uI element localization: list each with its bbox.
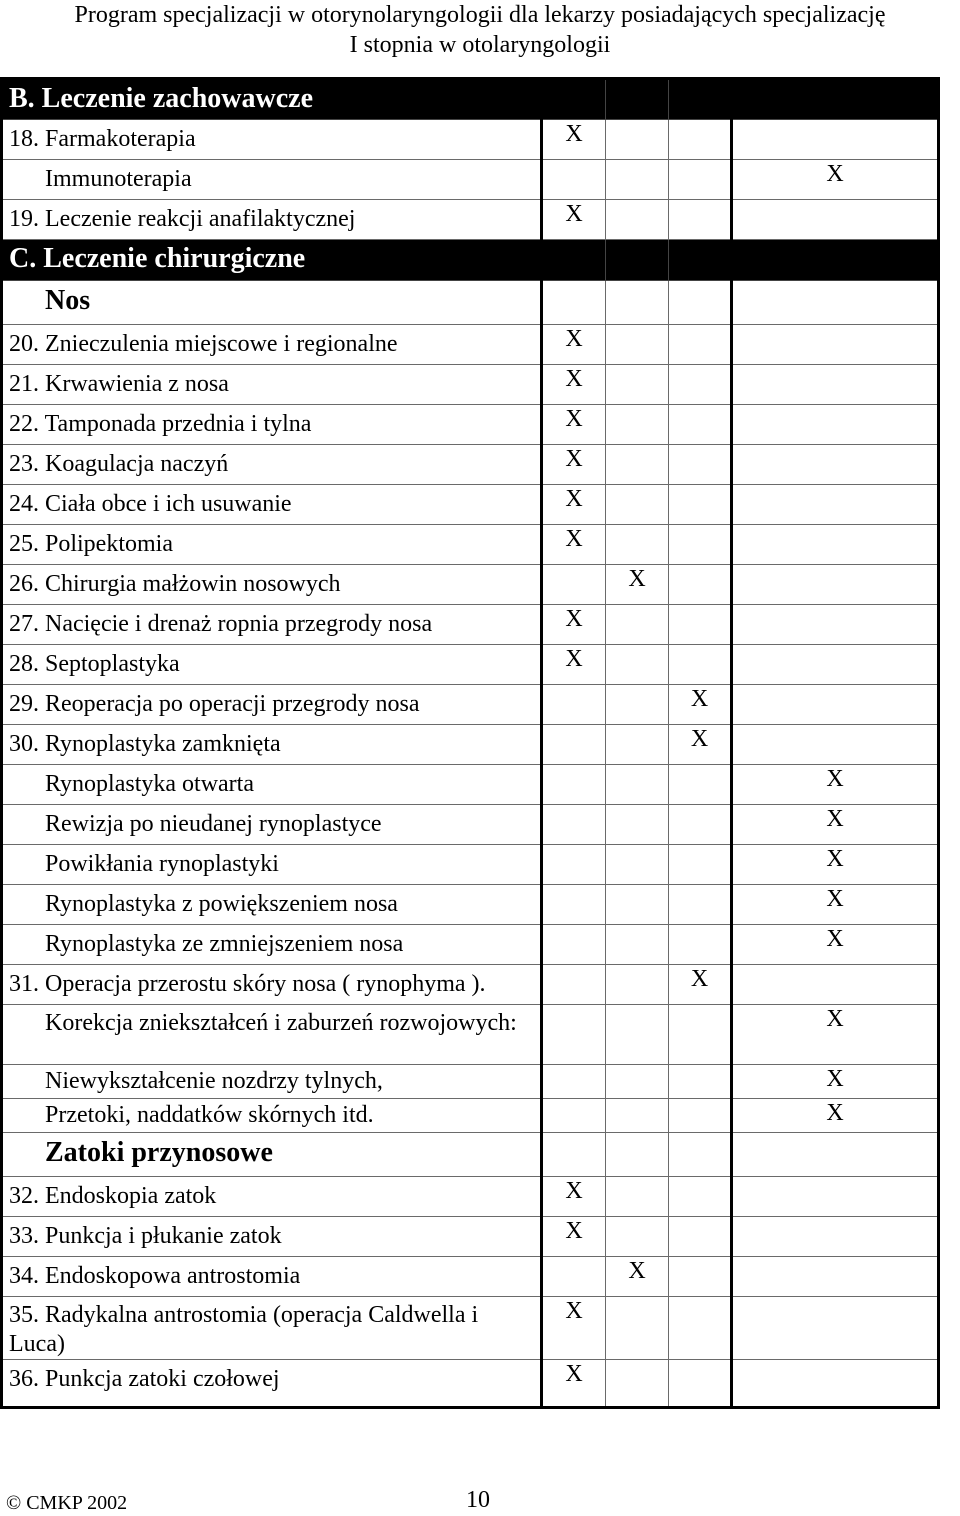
level-3-mark-cell (669, 281, 732, 325)
level-1-mark-cell (542, 965, 606, 1005)
procedure-name-cell: 31. Operacja przerostu skóry nosa ( rynophyma ). (2, 965, 542, 1005)
level-4-mark-cell: X (732, 1065, 939, 1099)
level-2-mark-cell (606, 200, 669, 240)
procedure-name-cell: C. Leczenie chirurgiczne (2, 240, 542, 281)
level-2-mark-cell (606, 605, 669, 645)
procedure-name-cell: Rewizja po nieudanej rynoplastyce (2, 805, 542, 845)
table-row (2, 120, 939, 160)
level-4-mark-cell (732, 120, 939, 160)
level-3-mark-cell (669, 845, 732, 885)
level-1-mark-cell: X (542, 1360, 606, 1408)
level-1-mark-cell: X (542, 605, 606, 645)
level-1-mark-cell: X (542, 120, 606, 160)
level-2-mark-cell (606, 965, 669, 1005)
level-4-mark-cell (732, 200, 939, 240)
table-row (2, 485, 939, 525)
table-row (2, 645, 939, 685)
level-3-mark-cell: X (669, 965, 732, 1005)
procedure-name-cell: 18. Farmakoterapia (2, 120, 542, 160)
level-1-mark-cell: X (542, 445, 606, 485)
table-row (2, 685, 939, 725)
table-row (2, 965, 939, 1005)
procedure-name-cell: Powikłania rynoplastyki (2, 845, 542, 885)
level-2-mark-cell (606, 1005, 669, 1065)
procedure-name-cell: 26. Chirurgia małżowin nosowych (2, 565, 542, 605)
level-3-mark-cell (669, 645, 732, 685)
procedure-name-cell: Rynoplastyka z powiększeniem nosa (2, 885, 542, 925)
level-1-mark-cell (542, 845, 606, 885)
procedure-name-cell: 25. Polipektomia (2, 525, 542, 565)
level-4-mark-cell (732, 605, 939, 645)
level-4-mark-cell (732, 525, 939, 565)
level-2-mark-cell (606, 1177, 669, 1217)
level-2-mark-cell (606, 325, 669, 365)
level-1-mark-cell (542, 805, 606, 845)
level-1-mark-cell: X (542, 485, 606, 525)
level-2-mark-cell (606, 281, 669, 325)
level-1-mark-cell (542, 240, 606, 281)
level-4-mark-cell (732, 1257, 939, 1297)
level-1-mark-cell: X (542, 645, 606, 685)
level-3-mark-cell (669, 925, 732, 965)
level-1-mark-cell: X (542, 1297, 606, 1360)
level-3-mark-cell: X (669, 685, 732, 725)
level-3-mark-cell (669, 1177, 732, 1217)
level-3-mark-cell (669, 525, 732, 565)
footer-copyright: © CMKP 2002 (6, 1492, 128, 1514)
level-1-mark-cell (542, 1133, 606, 1177)
procedure-table (0, 77, 940, 1409)
procedure-name-cell: Immunoterapia (2, 160, 542, 200)
level-1-mark-cell (542, 725, 606, 765)
level-2-mark-cell (606, 685, 669, 725)
level-1-mark-cell (542, 281, 606, 325)
level-1-mark-cell: X (542, 405, 606, 445)
level-1-mark-cell: X (542, 200, 606, 240)
procedure-name-cell: 22. Tamponada przednia i tylna (2, 405, 542, 445)
level-3-mark-cell (669, 160, 732, 200)
level-1-mark-cell (542, 925, 606, 965)
level-1-mark-cell: X (542, 365, 606, 405)
procedure-name-cell: Niewykształcenie nozdrzy tylnych, (2, 1065, 542, 1099)
level-2-mark-cell (606, 1360, 669, 1408)
level-3-mark-cell (669, 120, 732, 160)
procedure-name-cell: 23. Koagulacja naczyń (2, 445, 542, 485)
level-2-mark-cell (606, 405, 669, 445)
level-1-mark-cell (542, 1005, 606, 1065)
level-4-mark-cell: X (732, 885, 939, 925)
level-4-mark-cell (732, 1217, 939, 1257)
level-1-mark-cell (542, 1099, 606, 1133)
level-3-mark-cell (669, 200, 732, 240)
level-4-mark-cell: X (732, 765, 939, 805)
procedure-name-cell: Rynoplastyka otwarta (2, 765, 542, 805)
level-4-mark-cell: X (732, 1099, 939, 1133)
level-4-mark-cell: X (732, 845, 939, 885)
table-row (2, 885, 939, 925)
level-2-mark-cell (606, 1065, 669, 1099)
level-3-mark-cell (669, 1005, 732, 1065)
procedure-name-cell: 29. Reoperacja po operacji przegrody nosa (2, 685, 542, 725)
level-4-mark-cell: X (732, 925, 939, 965)
level-2-mark-cell (606, 845, 669, 885)
table-row (2, 200, 939, 240)
table-row (2, 925, 939, 965)
level-1-mark-cell (542, 1065, 606, 1099)
level-4-mark-cell (732, 965, 939, 1005)
level-3-mark-cell (669, 79, 732, 120)
table-row (2, 325, 939, 365)
procedure-name-cell: 24. Ciała obce i ich usuwanie (2, 485, 542, 525)
level-2-mark-cell (606, 445, 669, 485)
level-3-mark-cell (669, 885, 732, 925)
level-4-mark-cell (732, 281, 939, 325)
level-3-mark-cell: X (669, 725, 732, 765)
level-4-mark-cell (732, 725, 939, 765)
level-2-mark-cell (606, 485, 669, 525)
level-1-mark-cell: X (542, 325, 606, 365)
level-4-mark-cell: X (732, 160, 939, 200)
level-4-mark-cell (732, 1360, 939, 1408)
table-row (2, 445, 939, 485)
level-3-mark-cell (669, 1257, 732, 1297)
header-line-2: I stopnia w otolaryngologii (349, 32, 611, 58)
level-2-mark-cell (606, 1297, 669, 1360)
level-2-mark-cell (606, 525, 669, 565)
procedure-name-cell: Korekcja zniekształceń i zaburzeń rozwojowych: (2, 1005, 542, 1065)
table-row (2, 845, 939, 885)
table-row (2, 1177, 939, 1217)
level-4-mark-cell (732, 685, 939, 725)
level-2-mark-cell (606, 1099, 669, 1133)
procedure-name-cell: 34. Endoskopowa antrostomia (2, 1257, 542, 1297)
header-line-1: Program specjalizacji w otorynolaryngologii dla lekarzy posiadających specjalizację (74, 2, 886, 28)
level-2-mark-cell (606, 1217, 669, 1257)
level-3-mark-cell (669, 605, 732, 645)
procedure-name-cell: 35. Radykalna antrostomia (operacja Caldwella i Luca) (2, 1297, 542, 1360)
level-3-mark-cell (669, 1360, 732, 1408)
level-4-mark-cell (732, 1297, 939, 1360)
procedure-name-cell: Przetoki, naddatków skórnych itd. (2, 1099, 542, 1133)
subheading-row (2, 1133, 939, 1177)
level-1-mark-cell (542, 1257, 606, 1297)
table-row (2, 1005, 939, 1065)
table-row (2, 1099, 939, 1133)
table-row (2, 805, 939, 845)
level-2-mark-cell (606, 1133, 669, 1177)
level-3-mark-cell (669, 565, 732, 605)
level-1-mark-cell (542, 565, 606, 605)
level-2-mark-cell (606, 160, 669, 200)
level-3-mark-cell (669, 805, 732, 845)
table-row (2, 405, 939, 445)
level-2-mark-cell (606, 805, 669, 845)
level-3-mark-cell (669, 1099, 732, 1133)
level-3-mark-cell (669, 365, 732, 405)
procedure-name-cell: 28. Septoplastyka (2, 645, 542, 685)
table-row (2, 605, 939, 645)
page-number: 10 (466, 1487, 490, 1513)
level-3-mark-cell (669, 485, 732, 525)
level-3-mark-cell (669, 765, 732, 805)
level-2-mark-cell (606, 925, 669, 965)
table-row (2, 565, 939, 605)
level-2-mark-cell (606, 765, 669, 805)
level-1-mark-cell (542, 765, 606, 805)
level-1-mark-cell: X (542, 1177, 606, 1217)
procedure-name-cell: Zatoki przynosowe (2, 1133, 542, 1177)
table-row (2, 1297, 939, 1360)
level-4-mark-cell (732, 645, 939, 685)
level-3-mark-cell (669, 445, 732, 485)
level-3-mark-cell (669, 1297, 732, 1360)
procedure-name-cell: 33. Punkcja i płukanie zatok (2, 1217, 542, 1257)
level-2-mark-cell: X (606, 565, 669, 605)
level-4-mark-cell (732, 485, 939, 525)
table-row (2, 160, 939, 200)
level-3-mark-cell (669, 1217, 732, 1257)
section-header-row (2, 79, 939, 120)
level-1-mark-cell: X (542, 1217, 606, 1257)
procedure-name-cell: 20. Znieczulenia miejscowe i regionalne (2, 325, 542, 365)
level-4-mark-cell (732, 325, 939, 365)
procedure-name-cell: Nos (2, 281, 542, 325)
level-1-mark-cell (542, 160, 606, 200)
table-row (2, 765, 939, 805)
level-3-mark-cell (669, 1065, 732, 1099)
level-4-mark-cell (732, 79, 939, 120)
level-3-mark-cell (669, 240, 732, 281)
level-1-mark-cell (542, 79, 606, 120)
procedure-name-cell: 21. Krwawienia z nosa (2, 365, 542, 405)
table-row (2, 1065, 939, 1099)
procedure-name-cell: 32. Endoskopia zatok (2, 1177, 542, 1217)
table-row (2, 365, 939, 405)
level-2-mark-cell (606, 120, 669, 160)
level-2-mark-cell (606, 885, 669, 925)
level-2-mark-cell (606, 79, 669, 120)
level-1-mark-cell (542, 885, 606, 925)
section-header-row (2, 240, 939, 281)
level-3-mark-cell (669, 325, 732, 365)
table-row (2, 725, 939, 765)
level-4-mark-cell (732, 365, 939, 405)
level-4-mark-cell (732, 1177, 939, 1217)
table-row (2, 1360, 939, 1408)
level-3-mark-cell (669, 1133, 732, 1177)
procedure-name-cell: 19. Leczenie reakcji anafilaktycznej (2, 200, 542, 240)
level-2-mark-cell (606, 240, 669, 281)
level-2-mark-cell: X (606, 1257, 669, 1297)
procedure-name-cell: Rynoplastyka ze zmniejszeniem nosa (2, 925, 542, 965)
procedure-name-cell: 27. Nacięcie i drenaż ropnia przegrody nosa (2, 605, 542, 645)
level-4-mark-cell: X (732, 805, 939, 845)
level-2-mark-cell (606, 645, 669, 685)
level-1-mark-cell (542, 685, 606, 725)
procedure-name-cell: 30. Rynoplastyka zamknięta (2, 725, 542, 765)
subheading-row (2, 281, 939, 325)
level-2-mark-cell (606, 725, 669, 765)
level-4-mark-cell (732, 1133, 939, 1177)
page-header (0, 0, 960, 60)
level-4-mark-cell (732, 565, 939, 605)
table-row (2, 1257, 939, 1297)
table-row (2, 525, 939, 565)
table-row (2, 1217, 939, 1257)
level-4-mark-cell (732, 405, 939, 445)
procedure-name-cell: B. Leczenie zachowawcze (2, 79, 542, 120)
level-4-mark-cell (732, 445, 939, 485)
level-1-mark-cell: X (542, 525, 606, 565)
procedure-name-cell: 36. Punkcja zatoki czołowej (2, 1360, 542, 1408)
level-2-mark-cell (606, 365, 669, 405)
level-3-mark-cell (669, 405, 732, 445)
level-4-mark-cell: X (732, 1005, 939, 1065)
level-4-mark-cell (732, 240, 939, 281)
